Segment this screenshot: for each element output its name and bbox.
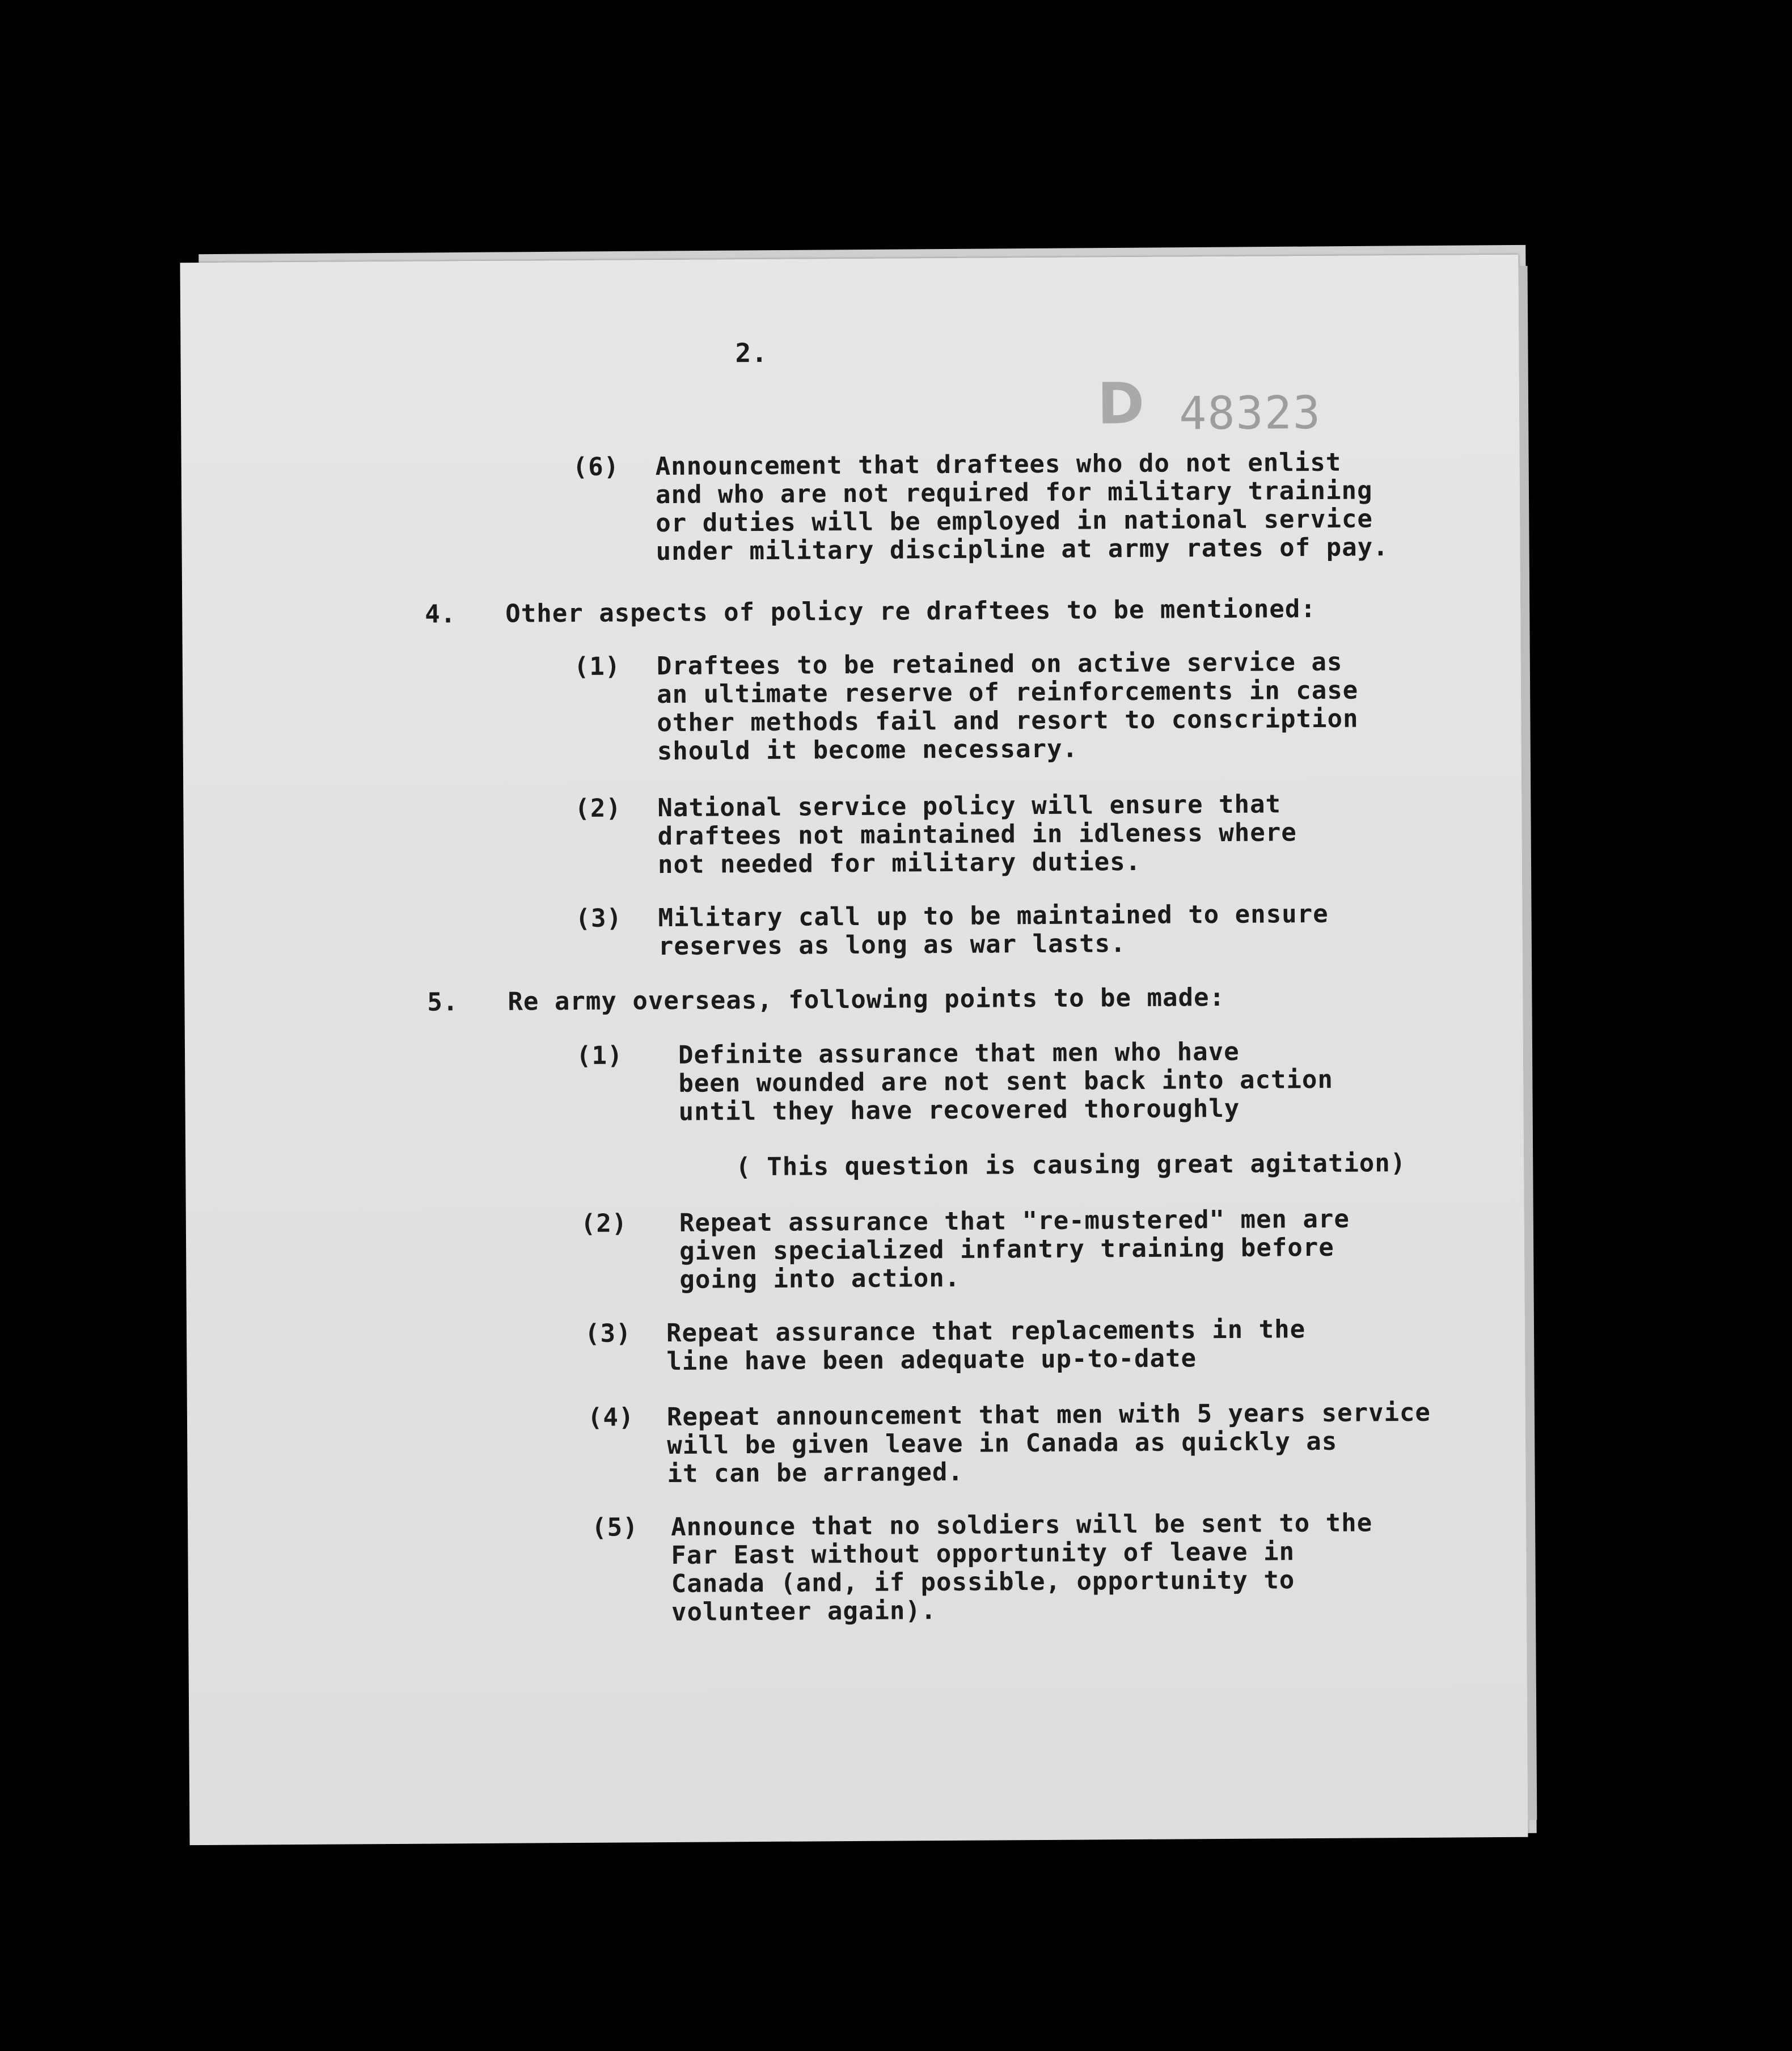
section-5-item-1-line: Definite assurance that men who have	[678, 1037, 1240, 1070]
item-6-line: and who are not required for military training	[655, 476, 1373, 510]
section-5-item-2-line: given specialized infantry training before	[679, 1233, 1334, 1266]
archive-stamp-letter: D	[1097, 370, 1145, 437]
archive-stamp-number: 48323	[1178, 386, 1322, 440]
page-edge	[1519, 266, 1537, 1820]
section-4-number: 4.	[425, 600, 457, 629]
section-5-item-1-label: (1)	[576, 1041, 623, 1070]
section-5-item-4-line: it can be arranged.	[667, 1457, 964, 1489]
section-5-item-5-line: volunteer again).	[671, 1596, 937, 1627]
section-5-item-5-text	[671, 1509, 1373, 1627]
section-5-item-1-line: until they have recovered thoroughly	[678, 1094, 1240, 1126]
section-5-item-5-line: Announce that no soldiers will be sent to the	[670, 1508, 1373, 1542]
section-5-item-2-line: going into action.	[679, 1263, 961, 1294]
section-5-item-3-label: (3)	[584, 1319, 632, 1348]
section-4-item-3-line: Military call up to be maintained to ensure	[658, 899, 1329, 933]
section-4-item-2-line: not needed for military duties.	[657, 847, 1142, 880]
document-page	[180, 255, 1528, 1845]
section-4-item-3-line: reserves as long as war lasts.	[658, 929, 1126, 961]
section-5-item-5-label: (5)	[591, 1513, 639, 1542]
item-6-text	[656, 448, 1389, 566]
section-5-item-1-text	[678, 1037, 1333, 1126]
section-4-item-2-line: National service policy will ensure that	[657, 790, 1282, 823]
section-5-item-3-line: Repeat assurance that replacements in the	[666, 1315, 1306, 1348]
section-4-item-2-line: draftees not maintained in idleness where	[657, 818, 1297, 851]
section-5-item-4-text	[667, 1399, 1431, 1488]
section-4-item-3-label: (3)	[575, 904, 623, 933]
section-5-item-4-line: will be given leave in Canada as quickly as	[667, 1427, 1338, 1461]
section-5-item-1-note: ( This question is causing great agitation)	[736, 1149, 1406, 1182]
item-6-label: (6)	[572, 452, 620, 482]
item-6-line: Announcement that draftees who do not enlist	[655, 448, 1342, 482]
section-5-item-5-line: Canada (and, if possible, opportunity to	[671, 1565, 1295, 1598]
section-5-number: 5.	[427, 987, 459, 1017]
section-4-item-1-line: an ultimate reserve of reinforcements in case	[657, 676, 1359, 710]
section-5-item-4-line: Repeat announcement that men with 5 years service	[666, 1398, 1431, 1432]
section-4-item-1-line: should it become necessary.	[657, 734, 1079, 766]
section-4-heading: Other aspects of policy re draftees to be mentioned:	[505, 594, 1316, 628]
section-4-item-2-text	[657, 790, 1297, 879]
section-4-item-1-line: Draftees to be retained on active service as	[656, 647, 1343, 681]
section-5-item-2-line: Repeat assurance that "re-mustered" men are	[679, 1204, 1350, 1238]
section-4-item-3-text	[658, 900, 1329, 961]
section-5-heading: Re army overseas, following points to be made:	[508, 983, 1225, 1016]
section-5-item-3-line: line have been adequate up-to-date	[666, 1344, 1197, 1377]
item-6-line: or duties will be employed in national service	[656, 504, 1373, 538]
section-5-item-2-label: (2)	[580, 1209, 628, 1238]
section-5-item-5-line: Far East without opportunity of leave in	[671, 1537, 1295, 1570]
section-4-item-1-line: other methods fail and resort to conscription	[657, 704, 1359, 738]
item-6-line: under military discipline at army rates of pay.	[656, 533, 1389, 567]
section-5-item-1-line: been wounded are not sent back into action	[678, 1065, 1334, 1098]
section-5-item-2-text	[679, 1205, 1350, 1294]
section-4-item-2-label: (2)	[574, 794, 622, 824]
section-5-item-4-label: (4)	[587, 1403, 635, 1432]
page-number: 2.	[735, 337, 768, 369]
section-4-item-1-text	[657, 648, 1359, 766]
section-4-item-1-label: (1)	[573, 652, 621, 682]
section-5-item-3-text	[666, 1315, 1306, 1376]
